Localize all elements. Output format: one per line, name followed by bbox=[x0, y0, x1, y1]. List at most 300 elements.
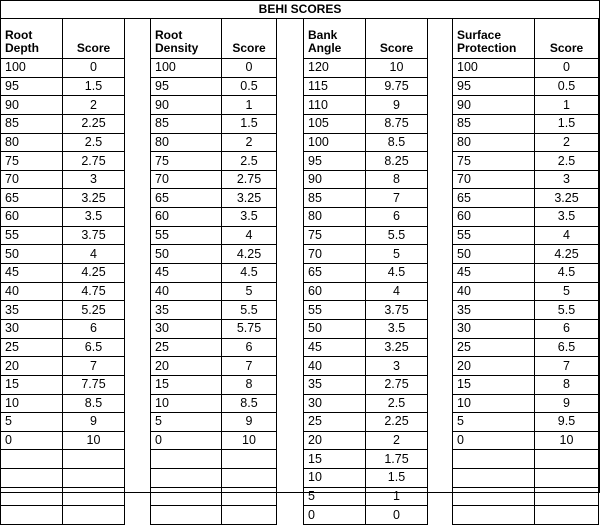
value-cell: 35 bbox=[1, 301, 63, 320]
value-cell: 70 bbox=[151, 170, 222, 189]
value-cell: 50 bbox=[151, 245, 222, 264]
table-row bbox=[304, 375, 428, 394]
table-row bbox=[151, 375, 277, 394]
value-cell: 70 bbox=[453, 170, 535, 189]
score-cell: 5.5 bbox=[366, 226, 428, 245]
score-cell: 1 bbox=[222, 96, 277, 115]
score-cell: 2.75 bbox=[63, 152, 125, 171]
table-row bbox=[1, 264, 125, 283]
value-cell: 60 bbox=[151, 208, 222, 227]
table-row bbox=[1, 282, 125, 301]
table-row bbox=[304, 226, 428, 245]
table-row bbox=[453, 301, 599, 320]
value-cell: 40 bbox=[151, 282, 222, 301]
table-row bbox=[453, 170, 599, 189]
table-row bbox=[151, 450, 277, 469]
header-line: Protection bbox=[457, 41, 517, 55]
value-cell bbox=[1, 450, 63, 469]
score-cell: 8.75 bbox=[366, 114, 428, 133]
value-cell: 25 bbox=[1, 338, 63, 357]
table-row bbox=[1, 394, 125, 413]
table-row bbox=[453, 338, 599, 357]
score-cell: 9 bbox=[222, 413, 277, 432]
table-row bbox=[304, 96, 428, 115]
score-cell: 8.5 bbox=[222, 394, 277, 413]
score-cell: 2.5 bbox=[366, 394, 428, 413]
value-cell: 30 bbox=[1, 319, 63, 338]
table-row bbox=[304, 413, 428, 432]
score-cell: 6 bbox=[222, 338, 277, 357]
score-cell: 5.75 bbox=[222, 319, 277, 338]
value-cell: 5 bbox=[151, 413, 222, 432]
score-cell: 5.25 bbox=[63, 301, 125, 320]
score-cell: 5 bbox=[366, 245, 428, 264]
score-cell: 4.25 bbox=[535, 245, 599, 264]
score-cell bbox=[535, 506, 599, 525]
score-cell: 6 bbox=[535, 319, 599, 338]
value-cell: 45 bbox=[304, 338, 366, 357]
value-cell: 75 bbox=[151, 152, 222, 171]
root-depth-header bbox=[1, 19, 63, 59]
value-cell: 60 bbox=[453, 208, 535, 227]
table-row bbox=[304, 59, 428, 78]
table-row bbox=[453, 431, 599, 450]
score-cell: 2.25 bbox=[366, 413, 428, 432]
score-cell: 2.5 bbox=[63, 133, 125, 152]
table-row bbox=[453, 245, 599, 264]
value-cell: 45 bbox=[1, 264, 63, 283]
score-cell: 8.5 bbox=[63, 394, 125, 413]
score-cell: 0 bbox=[222, 59, 277, 78]
table-row bbox=[151, 152, 277, 171]
score-cell: 4.25 bbox=[63, 264, 125, 283]
value-cell: 35 bbox=[453, 301, 535, 320]
table-row bbox=[151, 431, 277, 450]
table-row bbox=[304, 152, 428, 171]
table-row bbox=[151, 114, 277, 133]
score-cell: 7 bbox=[222, 357, 277, 376]
table-row bbox=[1, 170, 125, 189]
table-row bbox=[453, 469, 599, 488]
score-cell: 4.5 bbox=[366, 264, 428, 283]
table-row bbox=[453, 114, 599, 133]
table-row bbox=[151, 170, 277, 189]
table-row bbox=[453, 189, 599, 208]
value-cell: 100 bbox=[304, 133, 366, 152]
table-row bbox=[453, 226, 599, 245]
value-cell: 90 bbox=[151, 96, 222, 115]
score-cell: 7 bbox=[63, 357, 125, 376]
value-cell: 15 bbox=[304, 450, 366, 469]
value-cell: 5 bbox=[453, 413, 535, 432]
value-cell bbox=[1, 487, 63, 506]
value-cell: 55 bbox=[304, 301, 366, 320]
header-row bbox=[151, 19, 277, 59]
value-cell: 105 bbox=[304, 114, 366, 133]
value-cell: 40 bbox=[453, 282, 535, 301]
score-cell: 2.5 bbox=[535, 152, 599, 171]
value-cell bbox=[1, 469, 63, 488]
value-cell: 110 bbox=[304, 96, 366, 115]
table-row bbox=[1, 506, 125, 525]
score-cell: 0 bbox=[366, 506, 428, 525]
score-cell bbox=[63, 506, 125, 525]
score-cell: 2.5 bbox=[222, 152, 277, 171]
score-cell: 9 bbox=[366, 96, 428, 115]
score-cell: 8 bbox=[222, 375, 277, 394]
score-cell: 4 bbox=[366, 282, 428, 301]
score-cell: 9 bbox=[63, 413, 125, 432]
value-cell bbox=[151, 506, 222, 525]
table-row bbox=[304, 338, 428, 357]
table-row bbox=[304, 245, 428, 264]
table-row bbox=[151, 264, 277, 283]
score-cell: 8.5 bbox=[366, 133, 428, 152]
table-row bbox=[151, 469, 277, 488]
table-row bbox=[151, 506, 277, 525]
score-cell: 0 bbox=[63, 59, 125, 78]
value-cell bbox=[151, 487, 222, 506]
table-row bbox=[304, 431, 428, 450]
table-row bbox=[453, 208, 599, 227]
table-row bbox=[304, 450, 428, 469]
value-cell: 25 bbox=[453, 338, 535, 357]
value-cell bbox=[453, 469, 535, 488]
score-cell: 2.75 bbox=[222, 170, 277, 189]
table-row bbox=[453, 357, 599, 376]
table-row bbox=[304, 170, 428, 189]
score-cell: 1.5 bbox=[222, 114, 277, 133]
score-cell: 5 bbox=[535, 282, 599, 301]
value-cell: 95 bbox=[304, 152, 366, 171]
table-row bbox=[151, 357, 277, 376]
score-cell: 5.5 bbox=[222, 301, 277, 320]
value-cell: 10 bbox=[304, 469, 366, 488]
score-cell: 7.75 bbox=[63, 375, 125, 394]
value-cell: 55 bbox=[453, 226, 535, 245]
table-row bbox=[304, 77, 428, 96]
table-row bbox=[453, 77, 599, 96]
value-cell: 50 bbox=[304, 319, 366, 338]
table-row bbox=[304, 487, 428, 506]
surface-protection-table bbox=[452, 18, 599, 525]
value-cell: 90 bbox=[453, 96, 535, 115]
table-row bbox=[151, 282, 277, 301]
table-row bbox=[151, 226, 277, 245]
score-cell: 1.5 bbox=[535, 114, 599, 133]
table-row bbox=[453, 375, 599, 394]
score-cell: 8.25 bbox=[366, 152, 428, 171]
score-cell: 9.5 bbox=[535, 413, 599, 432]
table-row bbox=[151, 189, 277, 208]
table-row bbox=[151, 77, 277, 96]
table-row bbox=[304, 301, 428, 320]
table-row bbox=[304, 506, 428, 525]
value-cell: 60 bbox=[1, 208, 63, 227]
table-row bbox=[453, 96, 599, 115]
value-cell: 0 bbox=[304, 506, 366, 525]
table-row bbox=[1, 59, 125, 78]
score-cell: 3.5 bbox=[366, 319, 428, 338]
value-cell: 0 bbox=[151, 431, 222, 450]
score-cell: 10 bbox=[222, 431, 277, 450]
table-row bbox=[1, 96, 125, 115]
table-row bbox=[304, 264, 428, 283]
header-row bbox=[453, 19, 599, 59]
value-cell: 100 bbox=[1, 59, 63, 78]
table-row bbox=[453, 152, 599, 171]
value-cell: 80 bbox=[304, 208, 366, 227]
table-row bbox=[453, 282, 599, 301]
value-cell: 20 bbox=[304, 431, 366, 450]
table-row bbox=[453, 394, 599, 413]
value-cell: 10 bbox=[151, 394, 222, 413]
table-row bbox=[1, 375, 125, 394]
score-cell: 1 bbox=[366, 487, 428, 506]
score-cell: 2 bbox=[535, 133, 599, 152]
table-row bbox=[304, 469, 428, 488]
value-cell: 20 bbox=[151, 357, 222, 376]
value-cell: 65 bbox=[151, 189, 222, 208]
header-line: Root bbox=[5, 28, 33, 42]
score-cell: 4 bbox=[222, 226, 277, 245]
table-row bbox=[304, 357, 428, 376]
table-row bbox=[453, 264, 599, 283]
score-cell bbox=[222, 506, 277, 525]
table-row bbox=[151, 319, 277, 338]
score-cell: 9 bbox=[535, 394, 599, 413]
header-line: Angle bbox=[308, 41, 342, 55]
table-row bbox=[1, 189, 125, 208]
score-cell bbox=[222, 487, 277, 506]
value-cell: 100 bbox=[151, 59, 222, 78]
value-cell: 75 bbox=[1, 152, 63, 171]
table-row bbox=[151, 487, 277, 506]
header-line: Surface bbox=[457, 28, 502, 42]
score-cell: 1.5 bbox=[63, 77, 125, 96]
table-row bbox=[1, 301, 125, 320]
score-cell: 3.5 bbox=[222, 208, 277, 227]
value-cell: 115 bbox=[304, 77, 366, 96]
score-cell: 7 bbox=[366, 189, 428, 208]
value-cell: 50 bbox=[1, 245, 63, 264]
value-cell: 40 bbox=[304, 357, 366, 376]
score-cell: 6 bbox=[63, 319, 125, 338]
table-row bbox=[304, 319, 428, 338]
score-cell: 3 bbox=[63, 170, 125, 189]
value-cell: 90 bbox=[1, 96, 63, 115]
table-row bbox=[1, 487, 125, 506]
value-cell: 80 bbox=[1, 133, 63, 152]
score-cell: 3 bbox=[366, 357, 428, 376]
root-density-header bbox=[151, 19, 222, 59]
value-cell: 85 bbox=[304, 189, 366, 208]
score-cell: 2.75 bbox=[366, 375, 428, 394]
value-cell: 0 bbox=[453, 431, 535, 450]
value-cell: 15 bbox=[453, 375, 535, 394]
value-cell: 80 bbox=[453, 133, 535, 152]
table-row bbox=[1, 319, 125, 338]
table-row bbox=[1, 133, 125, 152]
table-row bbox=[304, 394, 428, 413]
score-cell: 3.25 bbox=[366, 338, 428, 357]
table-row bbox=[151, 208, 277, 227]
score-cell: 1 bbox=[535, 96, 599, 115]
score-cell: 3.5 bbox=[63, 208, 125, 227]
header-line: Depth bbox=[5, 41, 39, 55]
score-cell: 3.25 bbox=[222, 189, 277, 208]
value-cell: 80 bbox=[151, 133, 222, 152]
table-row bbox=[304, 133, 428, 152]
score-cell: 4 bbox=[63, 245, 125, 264]
score-cell: 0.5 bbox=[535, 77, 599, 96]
score-cell: 4.5 bbox=[535, 264, 599, 283]
score-cell: 4 bbox=[535, 226, 599, 245]
value-cell: 35 bbox=[304, 375, 366, 394]
table-row bbox=[453, 506, 599, 525]
score-cell bbox=[535, 450, 599, 469]
value-cell: 65 bbox=[453, 189, 535, 208]
root-depth-table bbox=[0, 18, 125, 525]
table-row bbox=[1, 338, 125, 357]
value-cell: 85 bbox=[151, 114, 222, 133]
header-line: Bank bbox=[308, 28, 338, 42]
score-cell: 6.5 bbox=[535, 338, 599, 357]
table-row bbox=[1, 114, 125, 133]
value-cell: 65 bbox=[1, 189, 63, 208]
value-cell: 120 bbox=[304, 59, 366, 78]
value-cell: 25 bbox=[304, 413, 366, 432]
value-cell: 0 bbox=[1, 431, 63, 450]
value-cell bbox=[453, 506, 535, 525]
table-row bbox=[304, 282, 428, 301]
value-cell: 20 bbox=[453, 357, 535, 376]
score-header: Score bbox=[366, 19, 428, 59]
value-cell bbox=[453, 450, 535, 469]
table-row bbox=[453, 450, 599, 469]
score-cell bbox=[63, 469, 125, 488]
bank-angle-header bbox=[304, 19, 366, 59]
value-cell: 30 bbox=[453, 319, 535, 338]
header-line: Density bbox=[155, 41, 199, 55]
score-cell bbox=[63, 487, 125, 506]
value-cell: 10 bbox=[1, 394, 63, 413]
score-cell: 0.5 bbox=[222, 77, 277, 96]
table-row bbox=[1, 77, 125, 96]
table-row bbox=[1, 152, 125, 171]
value-cell: 95 bbox=[151, 77, 222, 96]
score-cell: 3.25 bbox=[535, 189, 599, 208]
score-cell: 5 bbox=[222, 282, 277, 301]
score-header: Score bbox=[222, 19, 277, 59]
header-row bbox=[304, 19, 428, 59]
value-cell: 90 bbox=[304, 170, 366, 189]
table-row bbox=[453, 487, 599, 506]
value-cell: 85 bbox=[1, 114, 63, 133]
value-cell: 5 bbox=[304, 487, 366, 506]
score-cell bbox=[222, 450, 277, 469]
value-cell: 45 bbox=[453, 264, 535, 283]
score-cell: 2.25 bbox=[63, 114, 125, 133]
score-cell bbox=[535, 469, 599, 488]
value-cell: 25 bbox=[151, 338, 222, 357]
surface-protection-header bbox=[453, 19, 535, 59]
table-row bbox=[151, 338, 277, 357]
value-cell: 85 bbox=[453, 114, 535, 133]
score-cell: 6.5 bbox=[63, 338, 125, 357]
value-cell bbox=[151, 469, 222, 488]
score-cell: 5.5 bbox=[535, 301, 599, 320]
score-cell: 2 bbox=[63, 96, 125, 115]
table-row bbox=[151, 96, 277, 115]
value-cell: 40 bbox=[1, 282, 63, 301]
value-cell: 30 bbox=[151, 319, 222, 338]
score-cell: 3 bbox=[535, 170, 599, 189]
table-row bbox=[1, 431, 125, 450]
header-row bbox=[1, 19, 125, 59]
table-row bbox=[1, 226, 125, 245]
score-cell: 10 bbox=[535, 431, 599, 450]
value-cell: 55 bbox=[1, 226, 63, 245]
value-cell: 15 bbox=[1, 375, 63, 394]
table-row bbox=[151, 394, 277, 413]
score-cell: 2 bbox=[222, 133, 277, 152]
score-cell: 10 bbox=[63, 431, 125, 450]
value-cell: 5 bbox=[1, 413, 63, 432]
score-cell: 3.25 bbox=[63, 189, 125, 208]
score-cell: 4.5 bbox=[222, 264, 277, 283]
score-cell: 3.75 bbox=[366, 301, 428, 320]
table-row bbox=[151, 133, 277, 152]
value-cell: 75 bbox=[304, 226, 366, 245]
value-cell: 35 bbox=[151, 301, 222, 320]
score-cell: 4.25 bbox=[222, 245, 277, 264]
table-row bbox=[1, 357, 125, 376]
value-cell: 60 bbox=[304, 282, 366, 301]
value-cell: 65 bbox=[304, 264, 366, 283]
sheet-title: BEHI SCORES bbox=[1, 1, 599, 19]
table-row bbox=[1, 413, 125, 432]
table-row bbox=[1, 469, 125, 488]
score-cell: 3.75 bbox=[63, 226, 125, 245]
score-cell: 1.75 bbox=[366, 450, 428, 469]
value-cell: 30 bbox=[304, 394, 366, 413]
table-row bbox=[304, 189, 428, 208]
table-row bbox=[453, 319, 599, 338]
score-cell: 10 bbox=[366, 59, 428, 78]
table-row bbox=[1, 208, 125, 227]
table-row bbox=[453, 413, 599, 432]
score-cell: 0 bbox=[535, 59, 599, 78]
value-cell: 45 bbox=[151, 264, 222, 283]
value-cell: 15 bbox=[151, 375, 222, 394]
table-row bbox=[151, 59, 277, 78]
score-header: Score bbox=[535, 19, 599, 59]
value-cell: 75 bbox=[453, 152, 535, 171]
table-row bbox=[151, 413, 277, 432]
value-cell: 95 bbox=[453, 77, 535, 96]
value-cell: 55 bbox=[151, 226, 222, 245]
value-cell: 100 bbox=[453, 59, 535, 78]
score-cell: 8 bbox=[366, 170, 428, 189]
score-cell: 7 bbox=[535, 357, 599, 376]
value-cell: 70 bbox=[304, 245, 366, 264]
value-cell bbox=[1, 506, 63, 525]
score-cell: 9.75 bbox=[366, 77, 428, 96]
value-cell: 50 bbox=[453, 245, 535, 264]
table-row bbox=[151, 245, 277, 264]
score-header: Score bbox=[63, 19, 125, 59]
